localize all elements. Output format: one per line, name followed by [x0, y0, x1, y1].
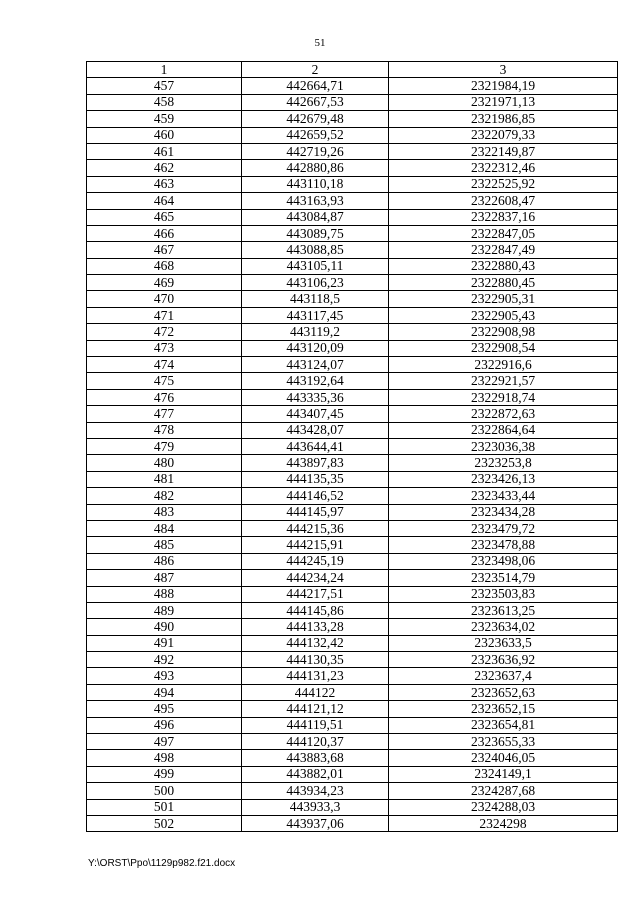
x-coordinate-cell: 442664,71: [242, 78, 389, 94]
y-coordinate-cell: 2322916,6: [389, 357, 618, 373]
x-coordinate-cell: 442679,48: [242, 111, 389, 127]
y-coordinate-cell: 2323433,44: [389, 488, 618, 504]
x-coordinate-cell: 442667,53: [242, 94, 389, 110]
table-row: [87, 291, 618, 307]
y-coordinate-cell: 2323652,15: [389, 701, 618, 717]
table-row: [87, 471, 618, 487]
point-number-cell: 474: [87, 357, 242, 373]
point-number-cell: 486: [87, 553, 242, 569]
table-row: [87, 684, 618, 700]
x-coordinate-cell: 443934,23: [242, 783, 389, 799]
point-number-cell: 459: [87, 111, 242, 127]
y-coordinate-cell: 2323434,28: [389, 504, 618, 520]
y-coordinate-cell: 2322880,45: [389, 275, 618, 291]
table-row: [87, 111, 618, 127]
table-row: [87, 783, 618, 799]
table-row: [87, 422, 618, 438]
x-coordinate-cell: 444131,23: [242, 668, 389, 684]
point-number-cell: 490: [87, 619, 242, 635]
y-coordinate-cell: 2323514,79: [389, 570, 618, 586]
table-row: [87, 488, 618, 504]
x-coordinate-cell: 443428,07: [242, 422, 389, 438]
x-coordinate-cell: 443882,01: [242, 766, 389, 782]
x-coordinate-cell: 444120,37: [242, 734, 389, 750]
table-row: [87, 160, 618, 176]
column-header-1: 1: [87, 62, 242, 78]
y-coordinate-cell: 2322918,74: [389, 389, 618, 405]
x-coordinate-cell: 444122: [242, 684, 389, 700]
x-coordinate-cell: 443105,11: [242, 258, 389, 274]
table-row: [87, 258, 618, 274]
x-coordinate-cell: 444119,51: [242, 717, 389, 733]
coordinates-table: [86, 61, 618, 832]
table-row: [87, 586, 618, 602]
x-coordinate-cell: 443088,85: [242, 242, 389, 258]
point-number-cell: 463: [87, 176, 242, 192]
table-row: [87, 717, 618, 733]
table-row: [87, 635, 618, 651]
point-number-cell: 470: [87, 291, 242, 307]
point-number-cell: 475: [87, 373, 242, 389]
x-coordinate-cell: 442719,26: [242, 143, 389, 159]
y-coordinate-cell: 2323503,83: [389, 586, 618, 602]
y-coordinate-cell: 2322525,92: [389, 176, 618, 192]
table-row: [87, 504, 618, 520]
x-coordinate-cell: 443644,41: [242, 438, 389, 454]
table-row: [87, 455, 618, 471]
table-row: [87, 602, 618, 618]
table-row: [87, 750, 618, 766]
x-coordinate-cell: 444130,35: [242, 652, 389, 668]
x-coordinate-cell: 443933,3: [242, 799, 389, 815]
y-coordinate-cell: 2322872,63: [389, 406, 618, 422]
x-coordinate-cell: 444146,52: [242, 488, 389, 504]
table-row: [87, 324, 618, 340]
point-number-cell: 501: [87, 799, 242, 815]
point-number-cell: 464: [87, 193, 242, 209]
table-row: [87, 652, 618, 668]
x-coordinate-cell: 443120,09: [242, 340, 389, 356]
x-coordinate-cell: 443335,36: [242, 389, 389, 405]
y-coordinate-cell: 2323253,8: [389, 455, 618, 471]
table-row: [87, 78, 618, 94]
point-number-cell: 477: [87, 406, 242, 422]
y-coordinate-cell: 2322880,43: [389, 258, 618, 274]
x-coordinate-cell: 443089,75: [242, 225, 389, 241]
point-number-cell: 472: [87, 324, 242, 340]
table-row: [87, 619, 618, 635]
table-row: [87, 176, 618, 192]
x-coordinate-cell: 443883,68: [242, 750, 389, 766]
table-row: [87, 766, 618, 782]
point-number-cell: 488: [87, 586, 242, 602]
point-number-cell: 497: [87, 734, 242, 750]
y-coordinate-cell: 2323636,92: [389, 652, 618, 668]
point-number-cell: 473: [87, 340, 242, 356]
y-coordinate-cell: 2324298: [389, 815, 618, 831]
x-coordinate-cell: 443897,83: [242, 455, 389, 471]
y-coordinate-cell: 2324046,05: [389, 750, 618, 766]
y-coordinate-cell: 2322847,05: [389, 225, 618, 241]
point-number-cell: 471: [87, 307, 242, 323]
x-coordinate-cell: 444234,24: [242, 570, 389, 586]
point-number-cell: 498: [87, 750, 242, 766]
point-number-cell: 492: [87, 652, 242, 668]
y-coordinate-cell: 2323036,38: [389, 438, 618, 454]
y-coordinate-cell: 2322608,47: [389, 193, 618, 209]
point-number-cell: 465: [87, 209, 242, 225]
y-coordinate-cell: 2323655,33: [389, 734, 618, 750]
table-row: [87, 340, 618, 356]
table-row: [87, 143, 618, 159]
table-row: [87, 406, 618, 422]
point-number-cell: 481: [87, 471, 242, 487]
x-coordinate-cell: 444135,35: [242, 471, 389, 487]
point-number-cell: 502: [87, 815, 242, 831]
point-number-cell: 461: [87, 143, 242, 159]
point-number-cell: 466: [87, 225, 242, 241]
point-number-cell: 493: [87, 668, 242, 684]
table-row: [87, 242, 618, 258]
y-coordinate-cell: 2323634,02: [389, 619, 618, 635]
table-row: [87, 668, 618, 684]
y-coordinate-cell: 2322908,54: [389, 340, 618, 356]
point-number-cell: 468: [87, 258, 242, 274]
footer-file-path: Y:\ORST\Ppo\1129p982.f21.docx: [88, 858, 236, 869]
y-coordinate-cell: 2322905,43: [389, 307, 618, 323]
y-coordinate-cell: 2323426,13: [389, 471, 618, 487]
x-coordinate-cell: 443110,18: [242, 176, 389, 192]
y-coordinate-cell: 2323654,81: [389, 717, 618, 733]
table-row: [87, 209, 618, 225]
point-number-cell: 476: [87, 389, 242, 405]
point-number-cell: 460: [87, 127, 242, 143]
point-number-cell: 495: [87, 701, 242, 717]
table-header-row: [87, 62, 618, 78]
column-header-2: 2: [242, 62, 389, 78]
x-coordinate-cell: 443119,2: [242, 324, 389, 340]
x-coordinate-cell: 443124,07: [242, 357, 389, 373]
y-coordinate-cell: 2323637,4: [389, 668, 618, 684]
table-row: [87, 799, 618, 815]
point-number-cell: 487: [87, 570, 242, 586]
table-row: [87, 553, 618, 569]
page-number: 51: [314, 37, 326, 49]
table-row: [87, 225, 618, 241]
y-coordinate-cell: 2323652,63: [389, 684, 618, 700]
x-coordinate-cell: 443117,45: [242, 307, 389, 323]
x-coordinate-cell: 444215,91: [242, 537, 389, 553]
y-coordinate-cell: 2323633,5: [389, 635, 618, 651]
x-coordinate-cell: 444132,42: [242, 635, 389, 651]
x-coordinate-cell: 443192,64: [242, 373, 389, 389]
table-row: [87, 193, 618, 209]
x-coordinate-cell: 444145,97: [242, 504, 389, 520]
y-coordinate-cell: 2324288,03: [389, 799, 618, 815]
x-coordinate-cell: 444215,36: [242, 520, 389, 536]
x-coordinate-cell: 444245,19: [242, 553, 389, 569]
x-coordinate-cell: 443407,45: [242, 406, 389, 422]
y-coordinate-cell: 2323613,25: [389, 602, 618, 618]
y-coordinate-cell: 2322847,49: [389, 242, 618, 258]
point-number-cell: 489: [87, 602, 242, 618]
x-coordinate-cell: 444217,51: [242, 586, 389, 602]
point-number-cell: 500: [87, 783, 242, 799]
x-coordinate-cell: 442659,52: [242, 127, 389, 143]
y-coordinate-cell: 2321984,19: [389, 78, 618, 94]
y-coordinate-cell: 2322864,64: [389, 422, 618, 438]
x-coordinate-cell: 443106,23: [242, 275, 389, 291]
point-number-cell: 483: [87, 504, 242, 520]
point-number-cell: 462: [87, 160, 242, 176]
table-row: [87, 815, 618, 831]
x-coordinate-cell: 444145,86: [242, 602, 389, 618]
point-number-cell: 491: [87, 635, 242, 651]
table-row: [87, 701, 618, 717]
table-body: [87, 78, 618, 832]
point-number-cell: 496: [87, 717, 242, 733]
x-coordinate-cell: 443163,93: [242, 193, 389, 209]
point-number-cell: 484: [87, 520, 242, 536]
point-number-cell: 457: [87, 78, 242, 94]
point-number-cell: 479: [87, 438, 242, 454]
point-number-cell: 482: [87, 488, 242, 504]
y-coordinate-cell: 2322921,57: [389, 373, 618, 389]
table-row: [87, 520, 618, 536]
y-coordinate-cell: 2322837,16: [389, 209, 618, 225]
table-row: [87, 127, 618, 143]
x-coordinate-cell: 443084,87: [242, 209, 389, 225]
table-row: [87, 275, 618, 291]
y-coordinate-cell: 2324287,68: [389, 783, 618, 799]
point-number-cell: 494: [87, 684, 242, 700]
table-row: [87, 537, 618, 553]
y-coordinate-cell: 2322908,98: [389, 324, 618, 340]
table-row: [87, 357, 618, 373]
x-coordinate-cell: 444121,12: [242, 701, 389, 717]
point-number-cell: 499: [87, 766, 242, 782]
y-coordinate-cell: 2321971,13: [389, 94, 618, 110]
y-coordinate-cell: 2323478,88: [389, 537, 618, 553]
table-row: [87, 734, 618, 750]
y-coordinate-cell: 2324149,1: [389, 766, 618, 782]
point-number-cell: 478: [87, 422, 242, 438]
y-coordinate-cell: 2323479,72: [389, 520, 618, 536]
column-header-3: 3: [389, 62, 618, 78]
table-row: [87, 373, 618, 389]
table-row: [87, 438, 618, 454]
x-coordinate-cell: 442880,86: [242, 160, 389, 176]
point-number-cell: 467: [87, 242, 242, 258]
y-coordinate-cell: 2322079,33: [389, 127, 618, 143]
point-number-cell: 485: [87, 537, 242, 553]
x-coordinate-cell: 443937,06: [242, 815, 389, 831]
point-number-cell: 480: [87, 455, 242, 471]
y-coordinate-cell: 2321986,85: [389, 111, 618, 127]
y-coordinate-cell: 2322149,87: [389, 143, 618, 159]
x-coordinate-cell: 444133,28: [242, 619, 389, 635]
y-coordinate-cell: 2322312,46: [389, 160, 618, 176]
point-number-cell: 469: [87, 275, 242, 291]
y-coordinate-cell: 2322905,31: [389, 291, 618, 307]
y-coordinate-cell: 2323498,06: [389, 553, 618, 569]
table-row: [87, 570, 618, 586]
point-number-cell: 458: [87, 94, 242, 110]
x-coordinate-cell: 443118,5: [242, 291, 389, 307]
table-row: [87, 307, 618, 323]
table-row: [87, 94, 618, 110]
table-row: [87, 389, 618, 405]
